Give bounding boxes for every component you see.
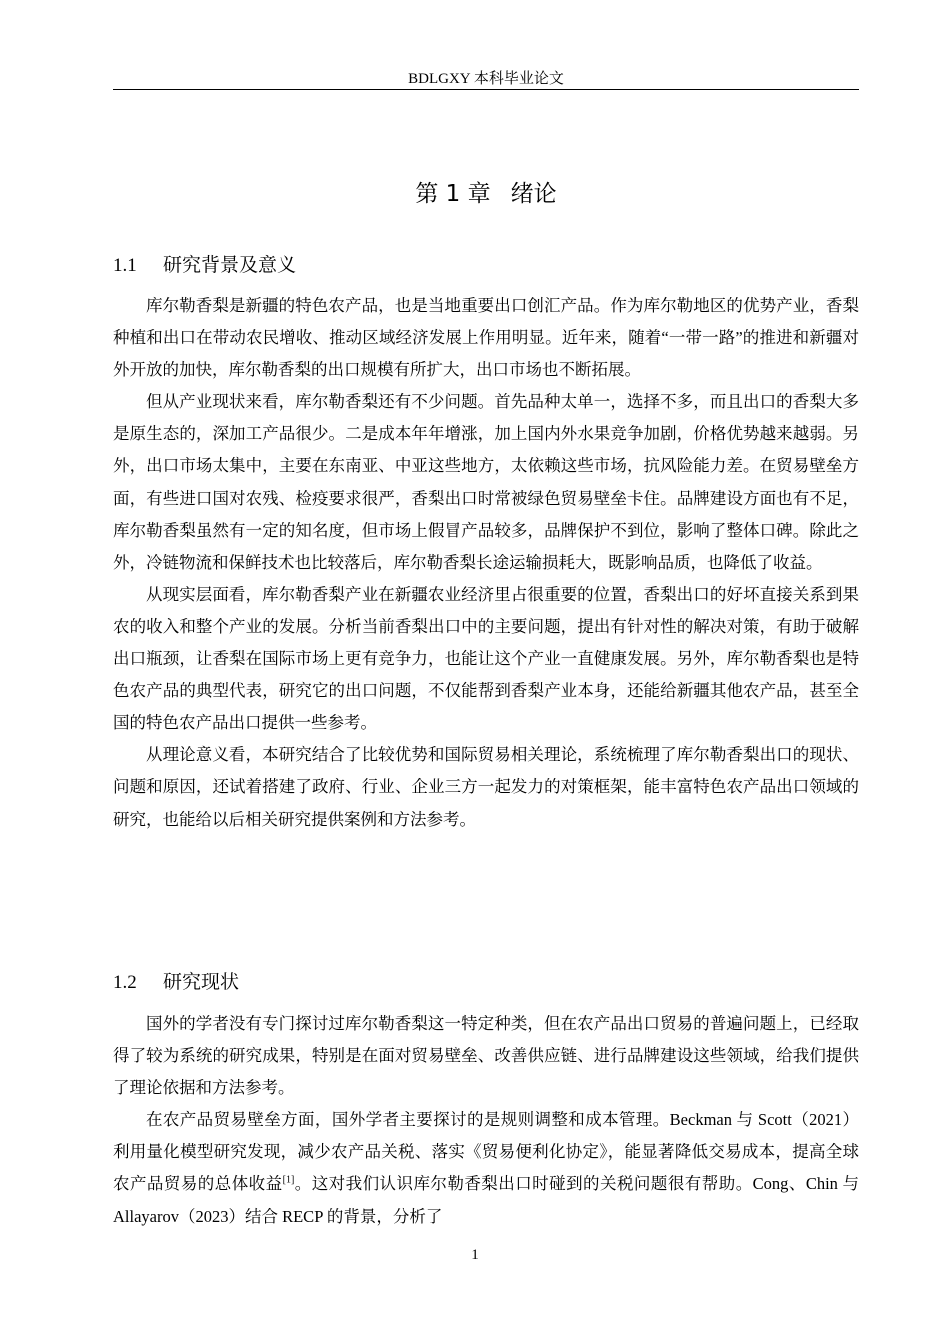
section-title: 研究背景及意义 [163, 254, 297, 276]
paragraph: 但从产业现状来看，库尔勒香梨还有不少问题。首先品种太单一，选择不多，而且出口的香梨大多是原生态的，深加工产品很少。二是成本年年增涨，加上国内外水果竞争加剧，价格优势越来越弱。另外，出口市场太集中，主要在东南亚、中亚这些地方，太依赖这些市场，抗风险能力差。在贸易壁垒方面，有些进口国对农残、检疫要求很严，香梨出口时常被绿色贸易壁垒卡住。品牌建设方面也有不足，库尔勒香梨虽然有一定的知名度，但市场上假冒产品较多，品牌保护不到位，影响了整体口碑。除此之外，冷链物流和保鲜技术也比较落后，库尔勒香梨长途运输损耗大，既影响品质，也降低了收益。 [113, 392, 859, 572]
section-body-1-1 [113, 290, 859, 836]
section-number: 1.2 [113, 972, 137, 993]
section-number: 1.1 [113, 255, 137, 276]
section-heading-1-2 [113, 968, 239, 997]
page-number: 1 [471, 1247, 479, 1263]
chapter-name: 绪论 [510, 181, 557, 207]
chapter-title [113, 178, 859, 210]
paragraph-text: 在农产品贸易壁垒方面，国外学者主要探讨的是规则调整和成本管理。Beckman 与 Scott（2021）利用量化模型研究发现，减少农产品关税、落实《贸易便利化协定》，能显著降低交易成本，提高全球农产品贸易的总体收益 [113, 1110, 859, 1194]
citation-reference[interactable]: [1] [282, 1174, 295, 1186]
paragraph: 从理论意义看，本研究结合了比较优势和国际贸易相关理论，系统梳理了库尔勒香梨出口的现状、问题和原因，还试着搭建了政府、行业、企业三方一起发力的对策框架，能丰富特色农产品出口领域的研究，也能给以后相关研究提供案例和方法参考。 [113, 745, 859, 829]
section-heading-1-1 [113, 251, 296, 280]
paragraph: 国外的学者没有专门探讨过库尔勒香梨这一特定种类，但在农产品出口贸易的普遍问题上，已经取得了较为系统的研究成果，特别是在面对贸易壁垒、改善供应链、进行品牌建设这些领域，给我们提供了理论依据和方法参考。 [113, 1014, 859, 1098]
running-header: BDLGXY 本科毕业论文 [408, 71, 564, 87]
paragraph: 库尔勒香梨是新疆的特色农产品，也是当地重要出口创汇产品。作为库尔勒地区的优势产业，香梨种植和出口在带动农民增收、推动区域经济发展上作用明显。近年来，随着“一带一路”的推进和新疆对外开放的加快，库尔勒香梨的出口规模有所扩大，出口市场也不断拓展。 [113, 296, 859, 380]
section-title: 研究现状 [163, 971, 240, 993]
chapter-number: 第 1 章 [415, 181, 491, 207]
paragraph [113, 1104, 859, 1232]
section-body-1-2 [113, 1008, 859, 1233]
paragraph-text: 。这对我们认识库尔勒香梨出口时碰到的关税问题很有帮助。Cong、Chin 与 Allayarov（2023）结合 RECP 的背景，分析了 [113, 1174, 859, 1226]
paragraph: 从现实层面看，库尔勒香梨产业在新疆农业经济里占很重要的位置，香梨出口的好坏直接关系到果农的收入和整个产业的发展。分析当前香梨出口中的主要问题，提出有针对性的解决对策，有助于破解出口瓶颈，让香梨在国际市场上更有竞争力，也能让这个产业一直健康发展。另外，库尔勒香梨也是特色农产品的典型代表，研究它的出口问题，不仅能帮到香梨产业本身，还能给新疆其他农产品，甚至全国的特色农产品出口提供一些参考。 [113, 584, 859, 733]
header-divider [113, 89, 859, 90]
